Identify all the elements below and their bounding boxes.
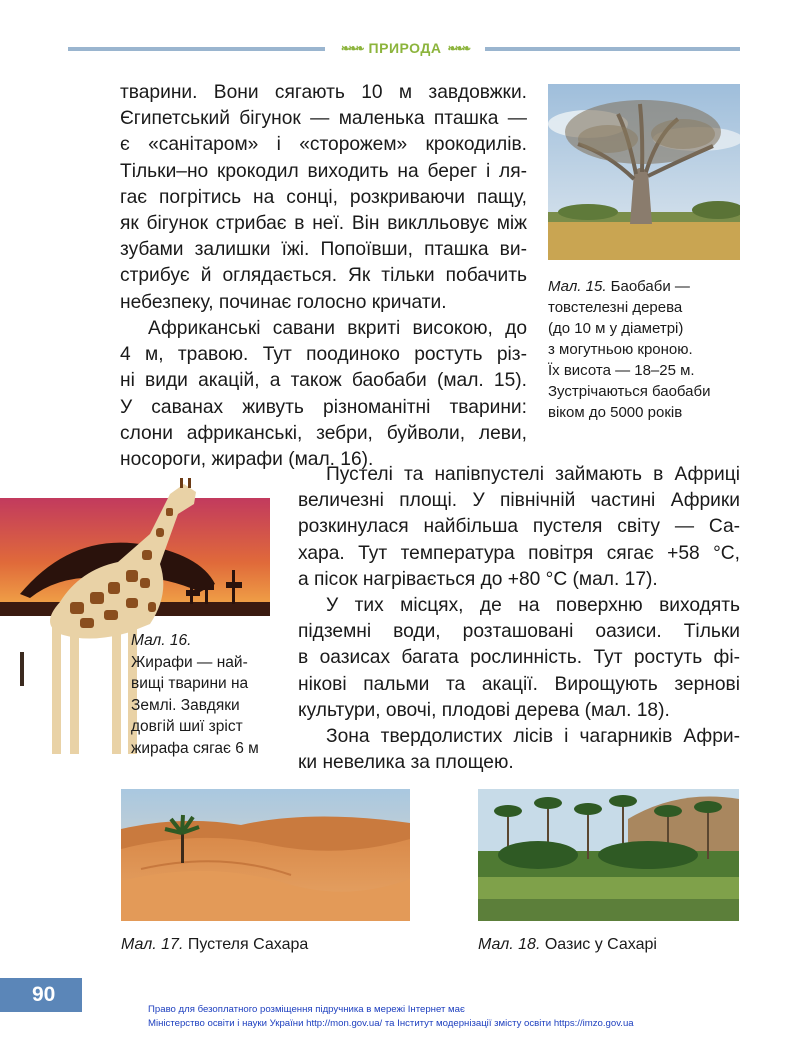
paragraph-1 [120,80,527,316]
text-line: а пісок нагрівається до +80 °С (мал. 17). [298,568,658,590]
page-number-text: 90 [32,983,56,1006]
caption-line: віком до 5000 років [548,404,683,421]
text-line: У саванах живуть різноманітні тварини: [120,396,527,418]
section-title-text: ПРИРОДА [368,40,442,56]
text-line: величезні площі. У північній частині Африки [298,490,740,512]
text-line: тварини. Вони сягають 10 м завдовжки. [120,82,527,103]
caption-line: товстелезні дерева [548,299,683,316]
text-line: стрибує й оглядається. Як тільки побачить [120,265,527,287]
text-line: гає погрітись на сонці, розкриваючи пащу, [120,186,527,208]
figure-15-baobab-image [548,84,740,260]
text-line: Африканські савани вкриті високою, до [148,318,527,339]
caption-line: з могутньою кроною. [548,341,693,358]
caption-line: Зустрічаються баобаби [548,383,711,400]
text-line: культури, овочі, плодові дерева (мал. 18). [298,699,670,721]
figure-15-label: Мал. 15. [548,278,607,295]
paragraph-2 [120,316,527,473]
footer-line-2: Міністерство освіти і науки України http://mon.gov.ua/ та Інститут модернізації змісту освіти https://imzo.gov.ua [148,1018,634,1029]
figure-16-caption [131,630,271,759]
caption-text: Оазис у Сахарі [540,936,657,953]
caption-line: довгій шиї зріст [131,718,243,735]
header-rule-right [470,47,740,51]
text-line: ки невелика за площею. [298,752,514,774]
caption-line: Землі. Завдяки [131,696,240,714]
paragraph-5 [298,724,740,776]
figure-17-caption [121,934,308,955]
paragraph-3 [298,462,740,593]
text-line: розкинулася найбільша пустеля світу — Са- [298,516,740,538]
text-line: носороги, жирафи (мал. 16). [120,449,374,471]
text-line: в оазисах багата рослинність. Тут ростуть фі- [298,647,740,669]
leaf-ornament-left-icon: ❧❧❧ [340,42,363,55]
caption-line: (до 10 м у діаметрі) [548,320,684,337]
section-title [325,38,485,58]
footer-notice [148,1003,634,1031]
figure-18-label: Мал. 18. [478,936,541,953]
caption-text: Баобаби — [606,278,690,295]
text-line: У тих місцях, де на поверхню виходять [326,595,740,616]
footer-line-1: Право для безоплатного розміщення підручника в мережі Інтернет має [148,1004,465,1015]
leaf-ornament-right-icon: ❧❧❧ [447,42,470,55]
text-line: як бігунок стрибає в неї. Він виклльовує між [120,213,527,235]
text-line: Єгипетський бігунок — маленька пташка — [120,108,527,130]
text-line: хара. Тут температура повітря сягає +58 °С, [298,542,740,564]
paragraph-4 [298,593,740,724]
figure-18-oasis-image [478,789,739,921]
text-line: слони африканські, зебри, буйволи, леви, [120,422,527,444]
text-line: ні види акацій, а також баобаби (мал. 15). [120,370,527,392]
text-line: є «санітаром» і «сторожем» крокодилів. [120,134,527,156]
text-line: Зона твердолистих лісів і чагарників Афри- [326,726,740,747]
text-line: небезпеку, починає голосно кричати. [120,291,447,313]
caption-text: Пустеля Сахара [183,936,309,953]
header-rule-left [68,47,338,51]
text-line: Пустелі та напівпустелі займають в Африці [326,464,740,485]
figure-17-label: Мал. 17. [121,936,184,953]
caption-line [548,276,748,297]
caption-line: Їх висота — 18–25 м. [548,362,695,379]
figure-16-label: Мал. 16. [131,632,192,649]
figure-17-sahara-image [121,789,410,921]
caption-line: вищі тварини на [131,675,249,692]
text-line: Тільки–но крокодил виходить на берег і ля- [120,160,527,182]
figure-15-caption [548,276,748,423]
caption-line: жирафа сягає 6 м [131,739,259,757]
page-number [0,978,82,1012]
figure-18-caption [478,934,657,955]
text-line: зубами залишки їжі. Попоївши, пташка ви- [120,239,527,261]
caption-line: Жирафи — най- [131,653,248,671]
text-line: 4 м, травою. Тут поодиноко ростуть різ- [120,344,527,366]
caption-line [131,630,271,652]
text-line: нікові пальми та акації. Вирощують зернові [298,673,740,695]
text-line: підземні води, розташовані оазиси. Тільки [298,621,740,643]
